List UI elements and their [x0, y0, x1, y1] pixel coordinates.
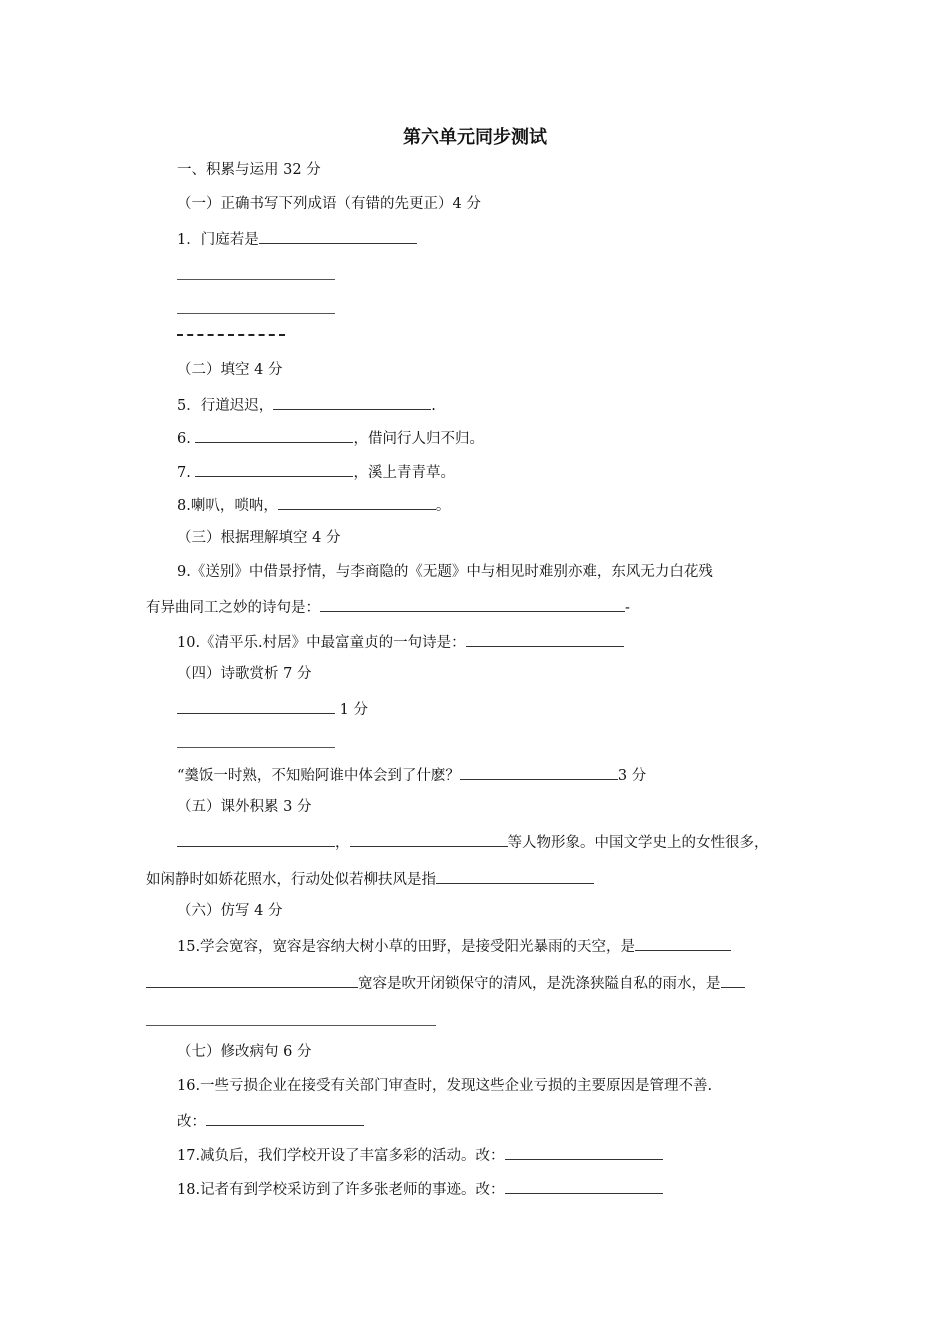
question-text: 17.减负后，我们学校开设了丰富多彩的活动。改： — [177, 1148, 505, 1164]
answer-blank[interactable] — [505, 1178, 663, 1194]
question-text: . — [431, 398, 436, 414]
poem-question-2 — [177, 764, 646, 786]
subsection-heading: （一）正确书写下列成语（有错的先更正）4 分 — [177, 196, 481, 212]
question-text: 5．行道迟迟， — [177, 398, 274, 414]
question-9-line2 — [146, 596, 630, 618]
question-text: 8.喇叭，唢呐， — [177, 498, 278, 514]
answer-blank[interactable] — [177, 747, 335, 748]
subsection-heading: （二）填空 4 分 — [177, 362, 283, 378]
question-text: 1．门庭若是 — [177, 232, 259, 248]
question-text: 7. — [177, 465, 196, 481]
question-8 — [177, 494, 450, 516]
question-15-line2 — [146, 972, 745, 994]
poem-question-1 — [177, 698, 368, 720]
answer-blank[interactable] — [177, 698, 335, 714]
question-text: ，借问行人归不归。 — [353, 431, 484, 447]
question-16-line2 — [177, 1110, 364, 1132]
answer-blank[interactable] — [505, 1144, 663, 1160]
question-16-line1: 16.一些亏损企业在接受有关部门审查时，发现这些企业亏损的主要原因是管理不善. — [177, 1078, 713, 1094]
answer-blank[interactable] — [273, 394, 431, 410]
question-15-line1 — [177, 935, 731, 957]
question-text: 6. — [177, 431, 196, 447]
subsection-heading: （五）课外积累 3 分 — [177, 799, 312, 815]
question-text: ， — [335, 835, 350, 851]
answer-blank[interactable] — [146, 972, 358, 988]
answer-blank[interactable] — [195, 461, 353, 477]
answer-blank[interactable] — [278, 494, 436, 510]
question-text: “羹饭一时熟，不知贻阿谁中体会到了什麽？ — [177, 768, 460, 784]
answer-blank[interactable] — [635, 935, 731, 951]
subsection-heading: （三）根据理解填空 4 分 — [177, 530, 341, 546]
answer-blank[interactable] — [721, 972, 745, 988]
question-5 — [177, 394, 436, 416]
answer-blank[interactable] — [436, 868, 594, 884]
answer-blank[interactable] — [460, 764, 618, 780]
question-text: - — [625, 600, 630, 616]
page-title: 第六单元同步测试 — [403, 127, 547, 148]
question-6 — [177, 427, 484, 449]
question-text: 等人物形象。中国文学史上的女性很多， — [507, 835, 769, 851]
answer-blank[interactable] — [466, 631, 624, 647]
question-17 — [177, 1144, 663, 1166]
answer-blank[interactable] — [177, 334, 285, 336]
section-heading: 一、积累与运用 32 分 — [177, 162, 321, 178]
question-text: 10.《清平乐.村居》中最富童贞的一句诗是： — [177, 635, 466, 651]
question-text: 如闲静时如娇花照水，行动处似若柳扶风是指 — [146, 872, 436, 888]
subsection-heading: （四）诗歌赏析 7 分 — [177, 666, 312, 682]
answer-blank[interactable] — [195, 427, 353, 443]
answer-blank[interactable] — [259, 228, 417, 244]
answer-blank[interactable] — [177, 313, 335, 314]
question-9-line1: 9.《送别》中借景抒情，与李商隐的《无题》中与相见时难别亦难，东风无力白花残 — [177, 564, 713, 580]
question-text: 有异曲同工之妙的诗句是： — [146, 600, 320, 616]
question-text: ，溪上青青草。 — [353, 465, 455, 481]
answer-blank[interactable] — [320, 596, 625, 612]
question-text: 宽容是吹开闭锁保守的清风，是洗涤狭隘自私的雨水，是 — [358, 976, 721, 992]
answer-blank[interactable] — [177, 279, 335, 280]
answer-blank[interactable] — [350, 831, 508, 847]
question-18 — [177, 1178, 663, 1200]
score-label: 3 分 — [617, 768, 647, 784]
extra-line1 — [177, 831, 769, 853]
question-7 — [177, 461, 455, 483]
answer-blank[interactable] — [206, 1110, 364, 1126]
answer-blank[interactable] — [146, 1025, 436, 1026]
question-10 — [177, 631, 624, 653]
question-text: 。 — [435, 498, 451, 514]
question-text: 18.记者有到学校采访到了许多张老师的事迹。改： — [177, 1182, 505, 1198]
subsection-heading: （七）修改病句 6 分 — [177, 1044, 312, 1060]
score-label: 1 分 — [339, 702, 368, 718]
question-text: 15.学会宽容，宽容是容纳大树小草的田野，是接受阳光暴雨的天空，是 — [177, 939, 636, 955]
subsection-heading: （六）仿写 4 分 — [177, 903, 283, 919]
question-text: 改： — [177, 1114, 206, 1130]
question-1 — [177, 228, 417, 250]
extra-line2 — [146, 868, 594, 890]
answer-blank[interactable] — [177, 831, 335, 847]
